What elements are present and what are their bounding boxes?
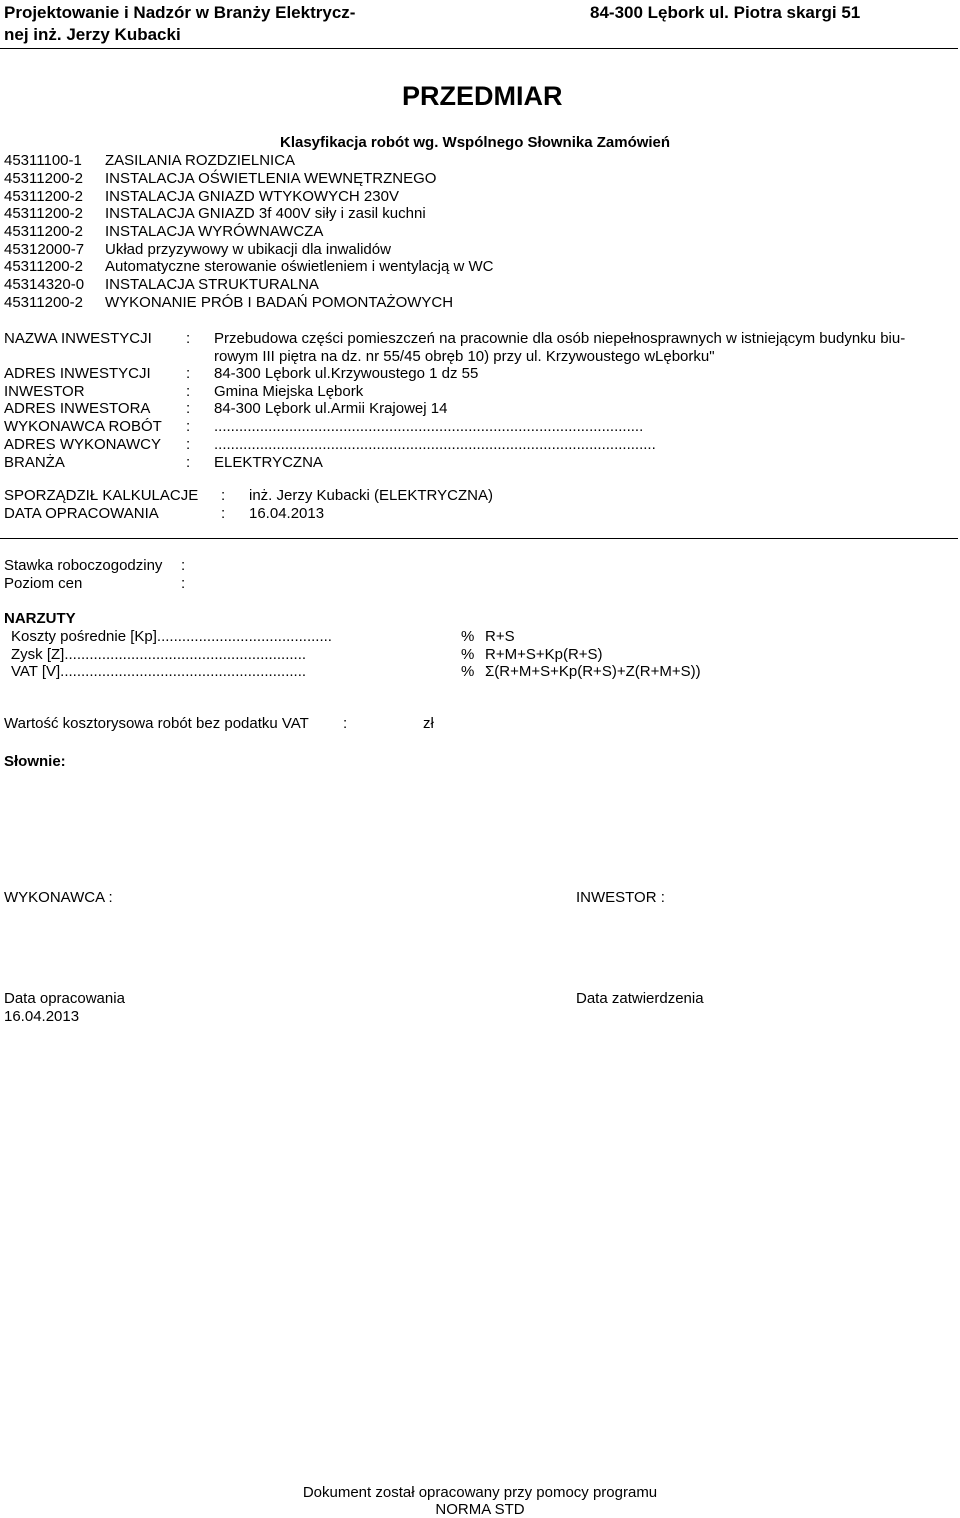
contractor-label: WYKONAWCA ROBÓT [4, 418, 162, 435]
contractor-address-value: .......................................................................................................... [214, 436, 656, 453]
classification-code: 45312000-7 [4, 241, 85, 258]
footer-line2: NORMA STD [435, 1501, 525, 1518]
classification-code: 45311200-2 [4, 294, 83, 311]
classification-name: INSTALACJA STRUKTURALNA [105, 276, 319, 293]
classification-name: Automatyczne sterowanie oświetleniem i wentylacją w WC [105, 258, 494, 275]
investment-name-label: NAZWA INWESTYCJI [4, 330, 152, 347]
surcharge-unit: % [461, 646, 475, 663]
colon: : [221, 505, 226, 522]
surcharge-formula: Σ(R+M+S+Kp(R+S)+Z(R+M+S)) [485, 663, 701, 680]
investor-signature-label: INWESTOR : [576, 889, 665, 906]
estimate-currency: zł [423, 715, 434, 732]
document-title: PRZEDMIAR [402, 81, 563, 111]
classification-name: INSTALACJA GNIAZD 3f 400V siły i zasil kuchni [105, 205, 426, 222]
classification-name: INSTALACJA WYRÓWNAWCZA [105, 223, 324, 240]
classification-code: 45311200-2 [4, 205, 83, 222]
prep-date-value: 16.04.2013 [4, 1008, 80, 1025]
section-divider [0, 538, 958, 539]
surcharge-formula: R+M+S+Kp(R+S) [485, 646, 603, 663]
colon: : [186, 330, 191, 347]
investor-label: INWESTOR [4, 383, 85, 400]
classification-code: 45311200-2 [4, 223, 83, 240]
investment-name-value: Przebudowa części pomieszczeń na pracownie dla osób niepełnosprawnych w istniejącym budynku biu- [214, 330, 906, 347]
surcharge-label: Koszty pośrednie [Kp].......................................... [11, 628, 332, 645]
company-name-line1: Projektowanie i Nadzór w Branży Elektrycz- [4, 3, 356, 22]
contractor-signature-label: WYKONAWCA : [4, 889, 113, 906]
colon: : [186, 454, 191, 471]
prepared-date-value: 16.04.2013 [249, 505, 325, 522]
classification-name: INSTALACJA GNIAZD WTYKOWYCH 230V [105, 188, 399, 205]
classification-name: Układ przyzywowy w ubikacji dla inwalidów [105, 241, 391, 258]
surcharge-unit: % [461, 628, 475, 645]
surcharge-formula: R+S [485, 628, 515, 645]
colon: : [186, 383, 191, 400]
investor-address-value: 84-300 Lębork ul.Armii Krajowej 14 [214, 400, 448, 417]
prepared-by-label: SPORZĄDZIŁ KALKULACJE [4, 487, 199, 504]
classification-code: 45314320-0 [4, 276, 85, 293]
classification-code: 45311200-2 [4, 170, 83, 187]
header-divider [0, 48, 958, 49]
investor-address-label: ADRES INWESTORA [4, 400, 151, 417]
classification-name: INSTALACJA OŚWIETLENIA WEWNĘTRZNEGO [105, 170, 437, 187]
prepared-date-label: DATA OPRACOWANIA [4, 505, 159, 522]
surcharge-unit: % [461, 663, 475, 680]
classification-name: WYKONANIE PRÓB I BADAŃ POMONTAŻOWYCH [105, 294, 454, 311]
price-level-label: Poziom cen [4, 575, 83, 592]
contractor-value: ....................................................................................................... [214, 418, 644, 435]
classification-code: 45311100-1 [4, 152, 82, 169]
estimate-label: Wartość kosztorysowa robót bez podatku VAT [4, 715, 309, 732]
surcharges-heading: NARZUTY [4, 610, 76, 627]
classification-name: ZASILANIA ROZDZIELNICA [105, 152, 296, 169]
investment-name-value-cont: rowym III piętra na dz. nr 55/45 obręb 10) przy ul. Krzywoustego wLęborku" [214, 348, 715, 365]
colon: : [186, 400, 191, 417]
dictionaries-label: Słownie: [4, 753, 66, 770]
contractor-address-label: ADRES WYKONAWCY [4, 436, 161, 453]
colon: : [181, 557, 186, 574]
classification-heading: Klasyfikacja robót wg. Wspólnego Słownika Zamówień [280, 134, 671, 151]
company-name-line2: nej inż. Jerzy Kubacki [4, 25, 181, 44]
branch-label: BRANŻA [4, 454, 65, 471]
branch-value: ELEKTRYCZNA [214, 454, 323, 471]
company-address: 84-300 Lębork ul. Piotra skargi 51 [590, 3, 861, 22]
labor-rate-label: Stawka roboczogodziny [4, 557, 163, 574]
investment-address-label: ADRES INWESTYCJI [4, 365, 151, 382]
colon: : [186, 418, 191, 435]
colon: : [186, 436, 191, 453]
prepared-by-value: inż. Jerzy Kubacki (ELEKTRYCZNA) [249, 487, 493, 504]
prep-date-label: Data opracowania [4, 990, 125, 1007]
colon: : [186, 365, 191, 382]
colon: : [343, 715, 348, 732]
colon: : [181, 575, 186, 592]
classification-code: 45311200-2 [4, 258, 83, 275]
footer-line1: Dokument został opracowany przy pomocy programu [302, 1484, 658, 1501]
investor-value: Gmina Miejska Lębork [214, 383, 364, 400]
surcharge-label: Zysk [Z].......................................................... [11, 646, 307, 663]
investment-address-value: 84-300 Lębork ul.Krzywoustego 1 dz 55 [214, 365, 479, 382]
colon: : [221, 487, 226, 504]
approval-date-label: Data zatwierdzenia [576, 990, 704, 1007]
classification-code: 45311200-2 [4, 188, 83, 205]
surcharge-label: VAT [V]........................................................... [11, 663, 307, 680]
